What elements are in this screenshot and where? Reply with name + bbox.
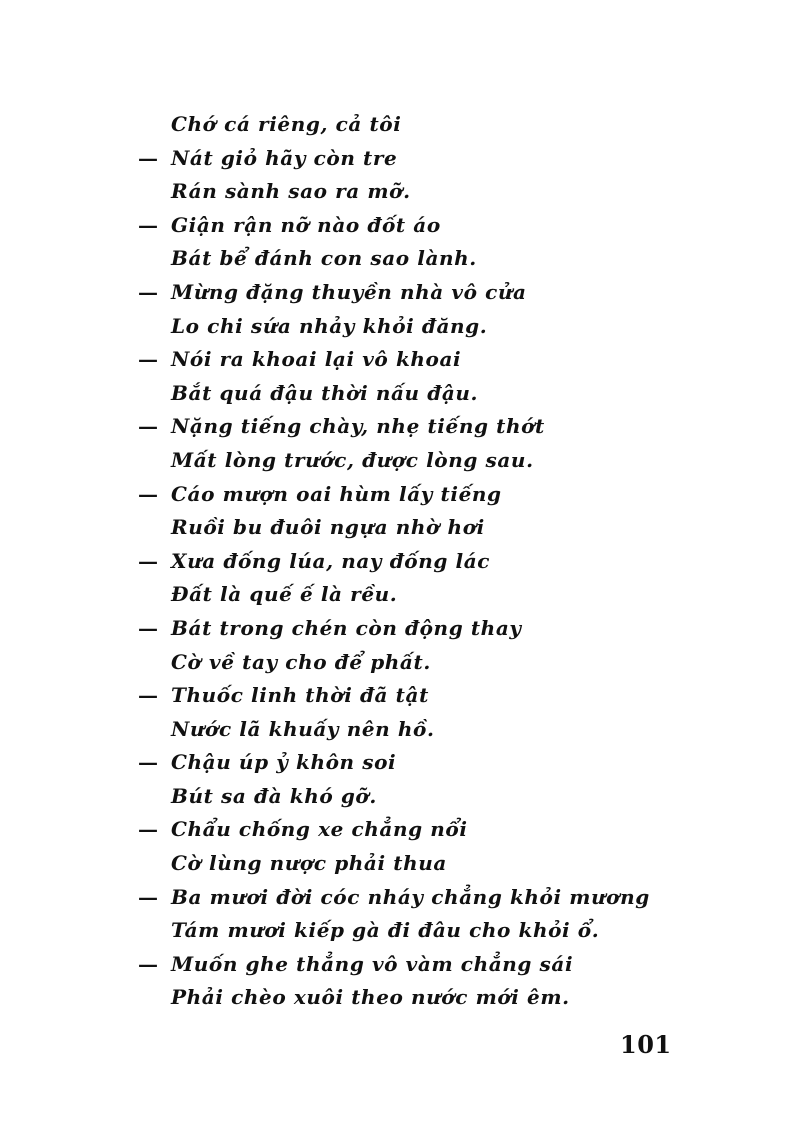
line-text: Cáo mượn oai hùm lấy tiếng <box>171 481 502 506</box>
verse-line <box>138 847 698 881</box>
line-text: Tám mươi kiếp gà đi đâu cho khỏi ổ. <box>171 918 600 943</box>
line-text: Nát giỏ hãy còn tre <box>171 145 398 170</box>
line-text: Ba mươi đời cóc nháy chẳng khỏi mương <box>171 884 650 909</box>
verse-line <box>138 914 698 948</box>
line-dash: — <box>138 212 159 237</box>
verse-line <box>138 444 698 478</box>
line-text: Nói ra khoai lại vô khoai <box>171 347 462 372</box>
verse-line <box>138 410 698 444</box>
line-text: Nước lã khuấy nên hồ. <box>171 716 435 741</box>
line-text: Mất lòng trước, được lòng sau. <box>171 447 534 472</box>
line-text: Chẩu chống xe chẳng nổi <box>171 817 468 842</box>
line-dash: — <box>138 817 159 842</box>
line-text: Bút sa đà khó gỡ. <box>171 783 377 808</box>
verse-line <box>138 478 698 512</box>
verse-line <box>138 679 698 713</box>
line-dash: — <box>138 145 159 170</box>
line-dash: — <box>138 615 159 640</box>
verse-line <box>138 981 698 1015</box>
verse-line <box>138 142 698 176</box>
verse-line <box>138 209 698 243</box>
line-text: Nặng tiếng chày, nhẹ tiếng thớt <box>171 414 545 439</box>
line-text: Cờ lùng nược phải thua <box>171 851 447 876</box>
verse-line <box>138 713 698 747</box>
line-text: Xưa đống lúa, nay đống lác <box>171 548 491 573</box>
verse-line <box>138 175 698 209</box>
line-text: Bát trong chén còn động thay <box>171 615 522 640</box>
verse-line <box>138 578 698 612</box>
line-dash: — <box>138 750 159 775</box>
verse-line <box>138 276 698 310</box>
line-dash: — <box>138 414 159 439</box>
line-text: Bát bể đánh con sao lành. <box>171 246 477 271</box>
line-text: Lo chi sứa nhảy khỏi đăng. <box>171 313 488 338</box>
line-dash: — <box>138 683 159 708</box>
line-dash: — <box>138 347 159 372</box>
verse-line <box>138 377 698 411</box>
verse-line <box>138 612 698 646</box>
line-text: Chậu úp ỷ khôn soi <box>171 750 397 775</box>
verse-line <box>138 746 698 780</box>
verse-line <box>138 108 698 142</box>
line-text: Bắt quá đậu thời nấu đậu. <box>171 380 479 405</box>
line-text: Đất là quế ế là rều. <box>171 582 398 607</box>
line-dash: — <box>138 279 159 304</box>
verse-line <box>138 813 698 847</box>
line-dash: — <box>138 951 159 976</box>
line-dash: — <box>138 884 159 909</box>
line-text: Muốn ghe thẳng vô vàm chẳng sái <box>171 951 574 976</box>
line-text: Ruồi bu đuôi ngựa nhờ hơi <box>171 515 485 540</box>
page-number: 101 <box>620 1030 672 1059</box>
line-text: Cờ về tay cho để phất. <box>171 649 431 674</box>
verse-line <box>138 310 698 344</box>
line-text: Chớ cá riêng, cả tôi <box>171 112 402 136</box>
line-dash: — <box>138 481 159 506</box>
verse-line <box>138 511 698 545</box>
line-text: Rán sành sao ra mỡ. <box>171 179 411 204</box>
verse-line <box>138 780 698 814</box>
line-text: Mừng đặng thuyền nhà vô cửa <box>171 279 527 304</box>
verse-line <box>138 343 698 377</box>
line-dash: — <box>138 548 159 573</box>
verse-line <box>138 646 698 680</box>
verse-block <box>138 108 698 1015</box>
verse-line <box>138 881 698 915</box>
verse-line <box>138 242 698 276</box>
verse-line <box>138 948 698 982</box>
line-text: Giận rận nỡ nào đốt áo <box>171 212 441 237</box>
verse-line <box>138 545 698 579</box>
line-text: Phải chèo xuôi theo nước mới êm. <box>171 985 570 1010</box>
line-text: Thuốc linh thời đã tật <box>171 683 429 708</box>
